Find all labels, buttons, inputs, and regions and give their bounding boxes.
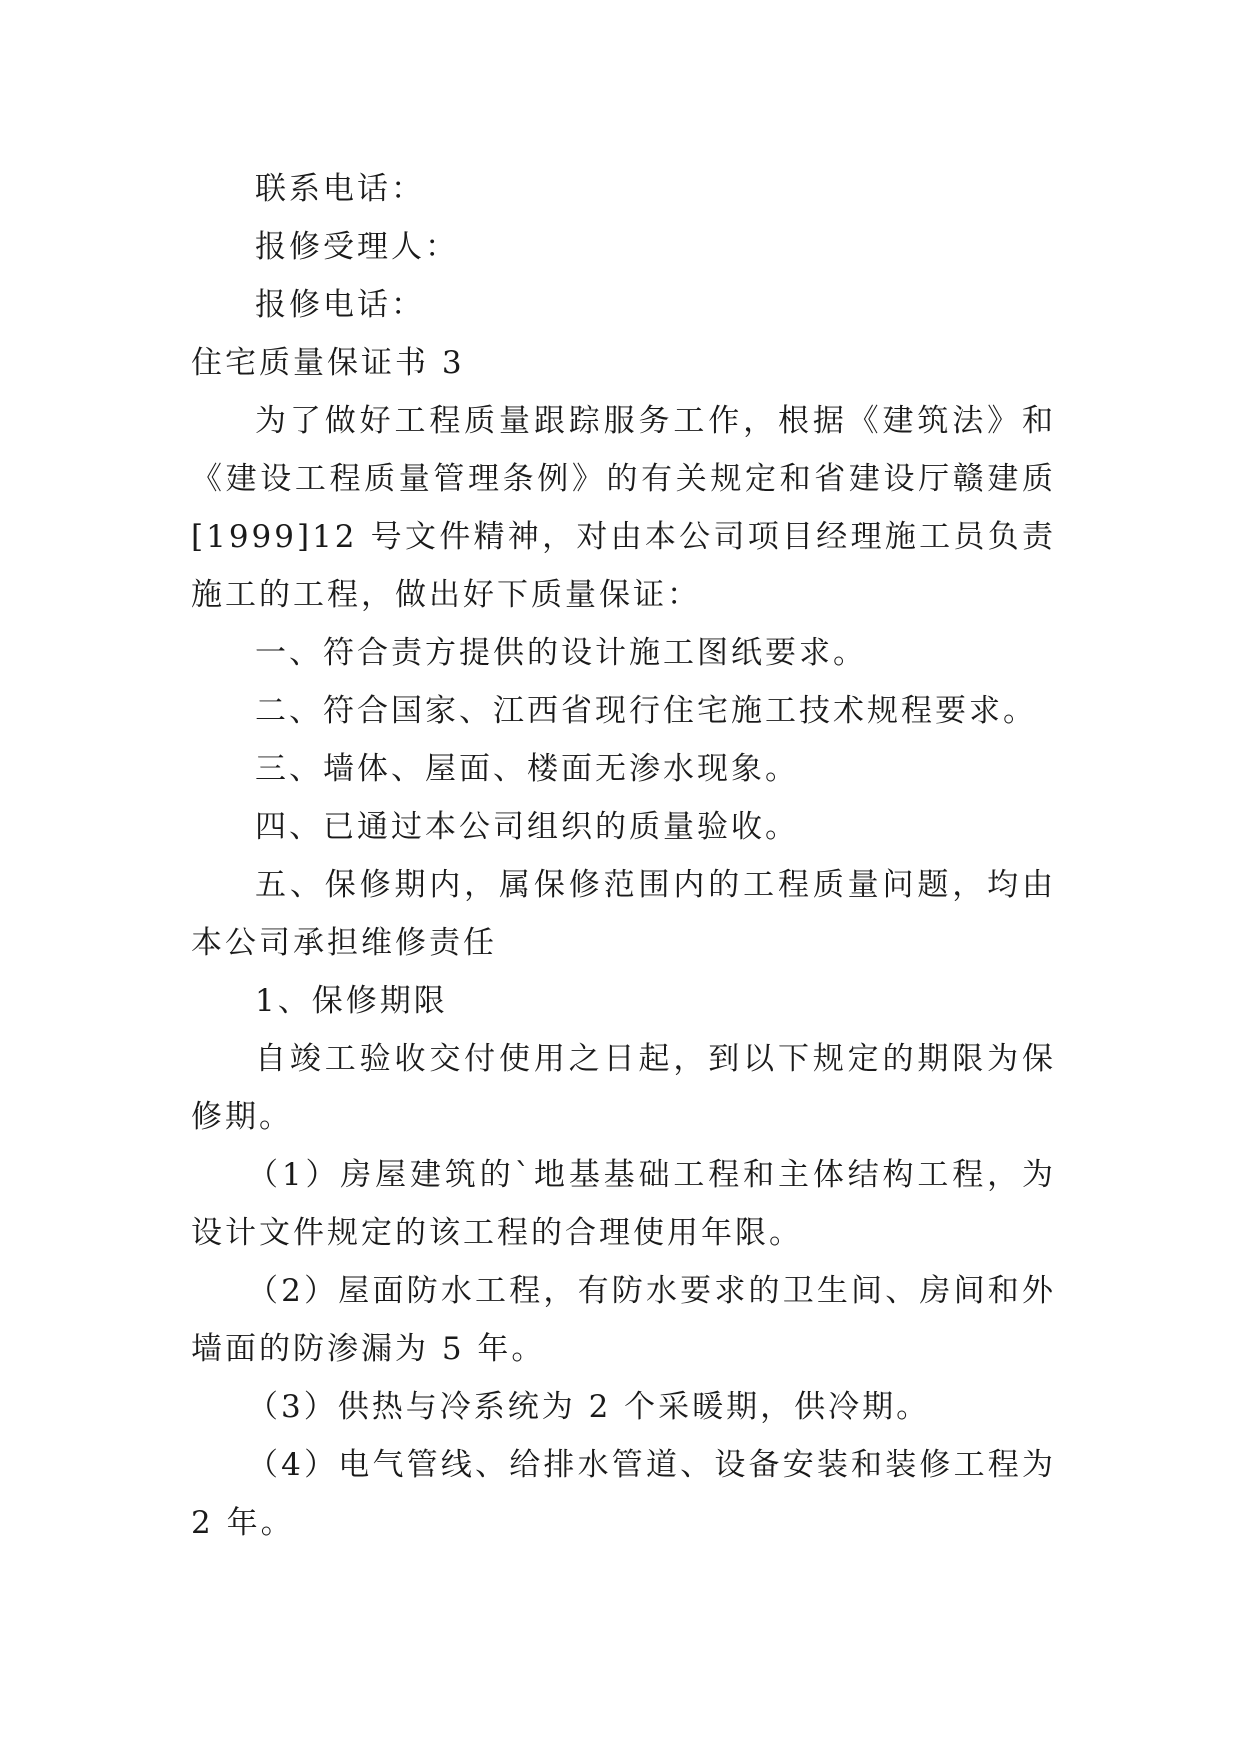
repair-phone-label: 报修电话： xyxy=(255,287,425,323)
period-item: （2）屋面防水工程，有防水要求的卫生间、房间和外墙面的防渗漏为 5 年。 xyxy=(191,1273,1056,1367)
list-item: 五、保修期内，属保修范围内的工程质量问题，均由本公司承担维修责任 xyxy=(191,867,1056,961)
list-item: 四、已通过本公司组织的质量验收。 xyxy=(255,809,799,845)
document-body xyxy=(191,160,1056,1552)
contact-phone-label: 联系电话： xyxy=(255,171,425,207)
section-title: 住宅质量保证书 3 xyxy=(191,345,465,381)
period-item: （4）电气管线、给排水管道、设备安装和装修工程为 2 年。 xyxy=(191,1447,1056,1541)
period-item: （1）房屋建筑的`地基基础工程和主体结构工程，为设计文件规定的该工程的合理使用年限。 xyxy=(191,1157,1056,1251)
warranty-period-heading: 1、保修期限 xyxy=(255,983,448,1019)
warranty-period-text: 自竣工验收交付使用之日起，到以下规定的期限为保修期。 xyxy=(191,1041,1056,1135)
period-item: （3）供热与冷系统为 2 个采暖期，供冷期。 xyxy=(247,1389,931,1425)
list-item: 二、符合国家、江西省现行住宅施工技术规程要求。 xyxy=(255,693,1037,729)
intro-paragraph: 为了做好工程质量跟踪服务工作，根据《建筑法》和《建设工程质量管理条例》的有关规定和省建设厅赣建质[1999]12 号文件精神，对由本公司项目经理施工员负责施工的工程，做出好下质量保证： xyxy=(191,403,1056,613)
list-item: 一、符合责方提供的设计施工图纸要求。 xyxy=(255,635,867,671)
list-item: 三、墙体、屋面、楼面无渗水现象。 xyxy=(255,751,799,787)
repair-receiver-label: 报修受理人： xyxy=(255,229,459,265)
